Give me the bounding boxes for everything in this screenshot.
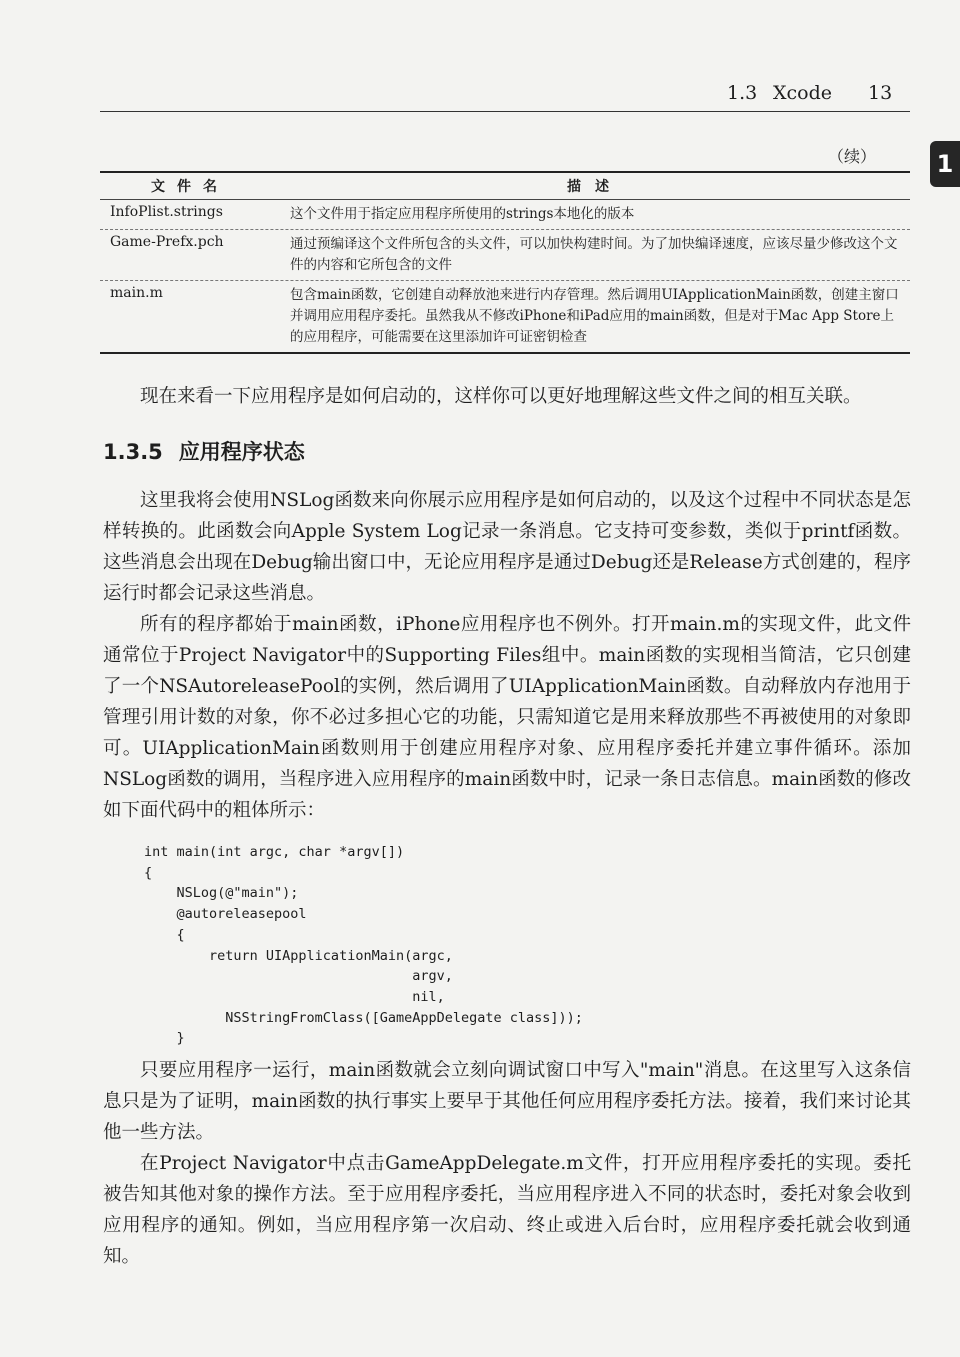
header-title: Xcode (773, 82, 833, 104)
header-section: 1.3 (727, 82, 758, 104)
file-name-cell: main.m (110, 285, 163, 301)
file-name-cell: Game-Prefx.pch (110, 234, 224, 250)
description-cell: 通过预编译这个文件所包含的头文件，可以加快构建时间。为了加快编译速度，应该尽量少修改这个文件的内容和它所包含的文件 (290, 236, 898, 273)
section-number: 1.3.5 (103, 440, 163, 464)
paragraph: 只要应用程序一运行，main函数就会立刻向调试窗口中写入"main"消息。在这里写入这条信息只是为了证明，main函数的执行事实上要早于其他任何应用程序委托方法。接着，我们来讨论其他一些方法。 (103, 1060, 911, 1143)
section-heading (103, 436, 305, 466)
header-rule (100, 111, 910, 112)
description-cell: 包含main函数，它创建自动释放池来进行内存管理。然后调用UIApplicationMain函数，创建主窗口并调用应用程序委托。虽然我从不修改iPhone和iPad应用的main函数，但是对于Mac App Store上的应用程序，可能需要在这里添加许可证密钥检查 (290, 287, 899, 345)
paragraph: 现在来看一下应用程序是如何启动的，这样你可以更好地理解这些文件之间的相互关联。 (140, 386, 862, 407)
table-row (100, 281, 910, 352)
running-header (0, 82, 960, 108)
column-header-desc: 描述 (567, 179, 623, 195)
paragraph: 这里我将会使用NSLog函数来向你展示应用程序是如何启动的，以及这个过程中不同状态是怎样转换的。此函数会向Apple System Log记录一条消息。它支持可变参数，类似于printf函数。这些消息会出现在Debug输出窗口中，无论应用程序是通过Debug还是Release方式创建的，程序运行时都会记录这些消息。 (103, 490, 911, 604)
table-row (100, 230, 910, 281)
paragraph: 在Project Navigator中点击GameAppDelegate.m文件，打开应用程序委托的实现。委托被告知其他对象的操作方法。至于应用程序委托，当应用程序进入不同的状态时，委托对象会收到应用程序的通知。例如，当应用程序第一次启动、终止或进入后台时，应用程序委托就会收到通知。 (103, 1153, 911, 1267)
column-header-file: 文件名 (151, 179, 229, 195)
body-paragraphs-2 (103, 1055, 911, 1272)
table-row (100, 200, 910, 230)
paragraph: 所有的程序都始于main函数，iPhone应用程序也不例外。打开main.m的实现文件，此文件通常位于Project Navigator中的Supporting Files组中。main函数的实现相当简洁，它只创建了一个NSAutoreleasePool的实例，然后调用了UIApplicationMain函数。自动释放内存池用于管理引用计数的对象，你不必过多担心它的功能，只需知道它是用来释放那些不再被使用的对象即可。UIApplicationMain函数则用于创建应用程序对象、应用程序委托并建立事件循环。添加NSLog函数的调用，当程序进入应用程序的main函数中时，记录一条日志信息。main函数的修改如下面代码中的粗体所示： (103, 614, 911, 821)
body-paragraphs-1 (103, 485, 911, 826)
description-cell: 这个文件用于指定应用程序所使用的strings本地化的版本 (290, 206, 635, 222)
code-block: int main(int argc, char *argv[]) { NSLog(@"main"); @autoreleasepool { return UIApplicationMain(argc, argv, nil, NSStringFromClass([GameAppDelegate class])); } (144, 844, 583, 1047)
section-title: 应用程序状态 (178, 440, 305, 464)
table-header (100, 173, 910, 200)
chapter-tab: 1 (930, 141, 960, 187)
intro-paragraph (103, 381, 911, 412)
file-name-cell: InfoPlist.strings (110, 204, 223, 220)
file-table (100, 171, 910, 354)
table-continued-label: （续） (828, 147, 877, 166)
page-number: 13 (868, 82, 893, 104)
